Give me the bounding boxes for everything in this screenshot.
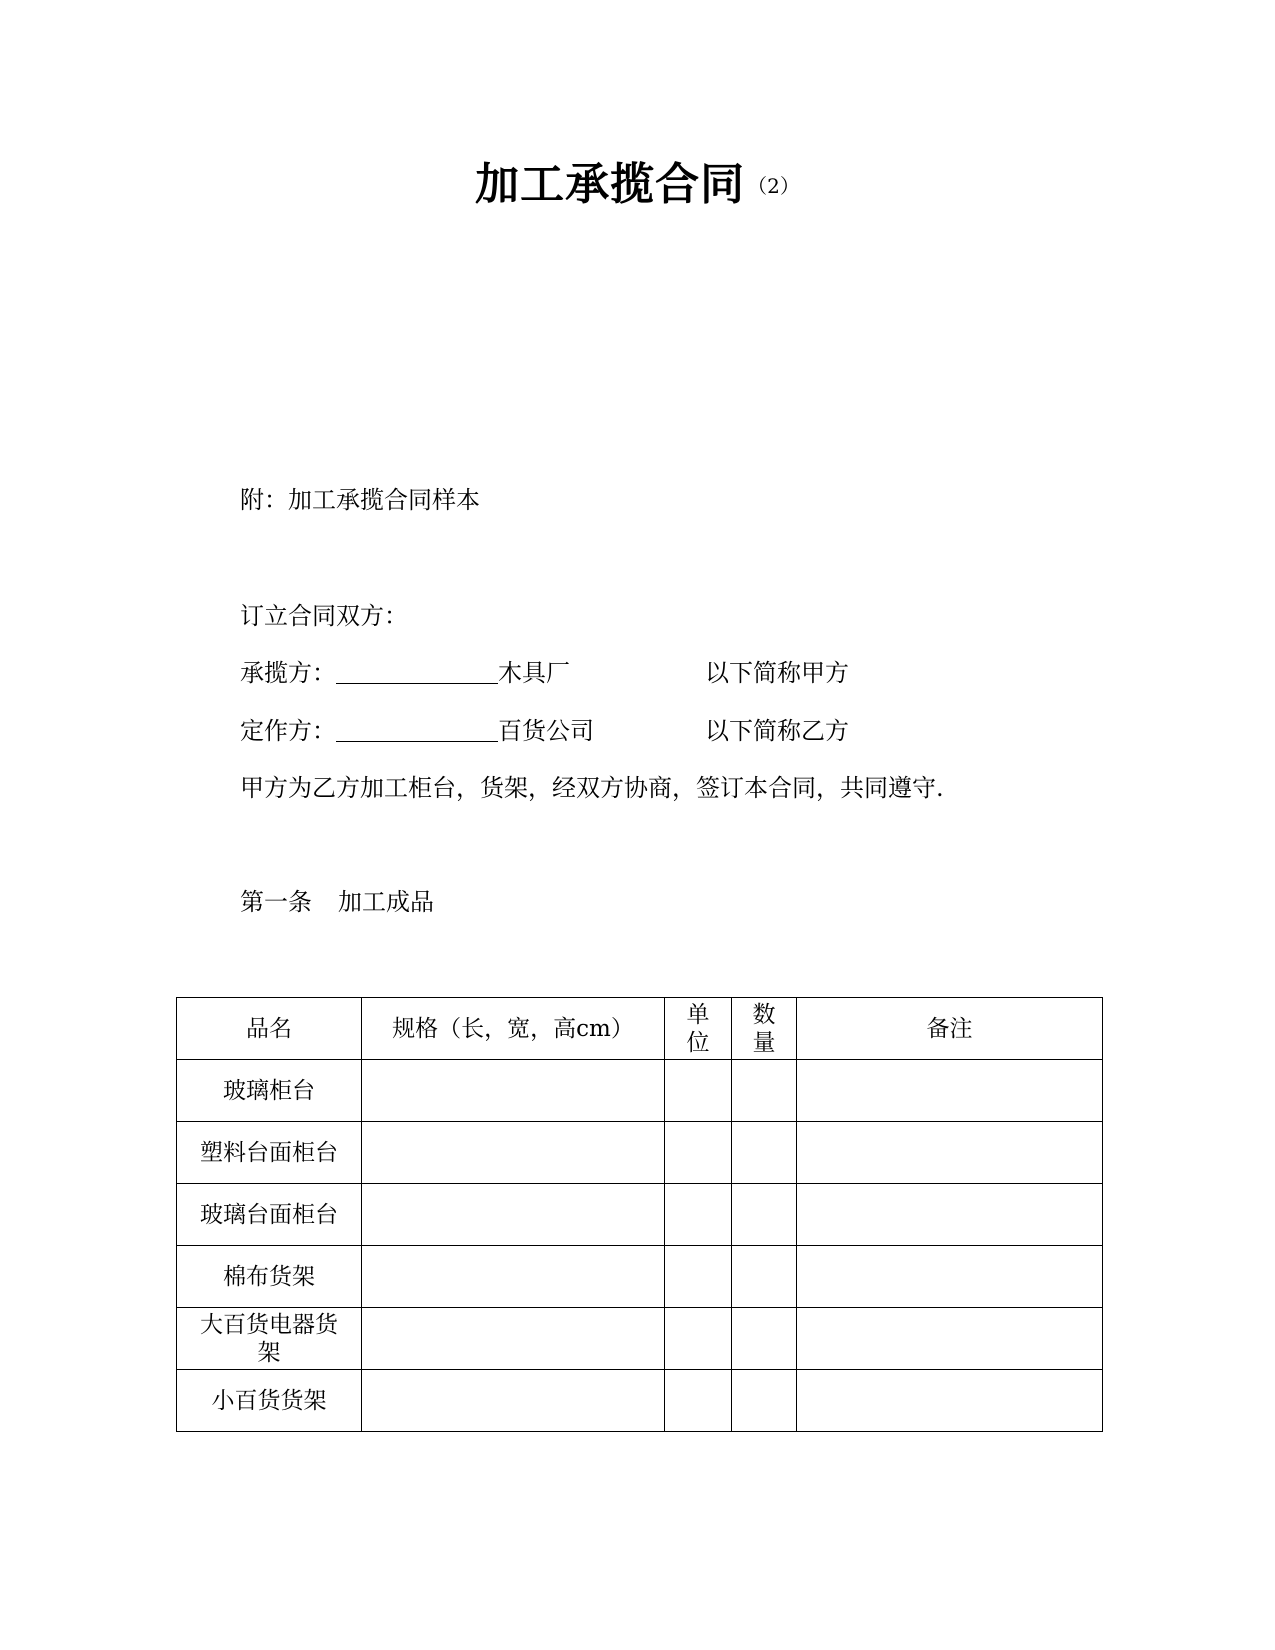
- cell-product-name: 棉布货架: [177, 1246, 362, 1308]
- table-header-row: [177, 998, 1103, 1060]
- cell-remarks: [797, 1184, 1103, 1246]
- header-unit: 单位: [665, 998, 732, 1060]
- cell-spec: [362, 1370, 665, 1432]
- cell-unit: [665, 1122, 732, 1184]
- cell-quantity: [732, 1122, 797, 1184]
- party-a-name: 木具厂: [498, 659, 570, 687]
- parties-heading: 订立合同双方：: [240, 602, 408, 630]
- header-quantity: 数量: [732, 998, 797, 1060]
- cell-unit: [665, 1246, 732, 1308]
- cell-unit: [665, 1060, 732, 1122]
- table-row: [177, 1060, 1103, 1122]
- cell-spec: [362, 1308, 665, 1370]
- appendix-line: 附：加工承揽合同样本: [240, 486, 480, 514]
- cell-remarks: [797, 1246, 1103, 1308]
- intro-paragraph: 甲方为乙方加工柜台，货架，经双方协商，签订本合同，共同遵守.: [240, 774, 944, 802]
- party-b-name: 百货公司: [498, 717, 594, 745]
- party-a-alias: 以下简称甲方: [705, 659, 849, 687]
- cell-remarks: [797, 1370, 1103, 1432]
- table-row: [177, 1370, 1103, 1432]
- article-1-title: 加工成品: [338, 888, 434, 916]
- party-b-label: 定作方：: [240, 717, 336, 745]
- party-b-blank: [336, 717, 498, 742]
- header-remarks: 备注: [797, 998, 1103, 1060]
- cell-quantity: [732, 1308, 797, 1370]
- header-spec: 规格（长，宽，高cm）: [362, 998, 665, 1060]
- party-a-blank: [336, 659, 498, 684]
- cell-product-name: 小百货货架: [177, 1370, 362, 1432]
- cell-spec: [362, 1060, 665, 1122]
- table-row: [177, 1122, 1103, 1184]
- article-1-number: 第一条: [240, 888, 312, 916]
- table-row: [177, 1184, 1103, 1246]
- document-title: [0, 148, 1275, 212]
- cell-spec: [362, 1184, 665, 1246]
- cell-unit: [665, 1308, 732, 1370]
- table-row: [177, 1308, 1103, 1370]
- cell-product-name: 大百货电器货架: [177, 1308, 362, 1370]
- cell-quantity: [732, 1060, 797, 1122]
- title-main: 加工承揽合同: [475, 159, 746, 210]
- cell-quantity: [732, 1246, 797, 1308]
- cell-product-name: 玻璃柜台: [177, 1060, 362, 1122]
- products-table: [176, 997, 1103, 1432]
- cell-unit: [665, 1184, 732, 1246]
- cell-product-name: 玻璃台面柜台: [177, 1184, 362, 1246]
- cell-product-name: 塑料台面柜台: [177, 1122, 362, 1184]
- title-suffix: （2）: [747, 174, 800, 198]
- cell-spec: [362, 1122, 665, 1184]
- article-1-heading: [240, 886, 434, 918]
- cell-spec: [362, 1246, 665, 1308]
- party-a-line: [240, 657, 570, 689]
- cell-quantity: [732, 1370, 797, 1432]
- party-b-alias: 以下简称乙方: [705, 717, 849, 745]
- header-name: 品名: [177, 998, 362, 1060]
- party-a-label: 承揽方：: [240, 659, 336, 687]
- cell-unit: [665, 1370, 732, 1432]
- cell-remarks: [797, 1060, 1103, 1122]
- cell-quantity: [732, 1184, 797, 1246]
- cell-remarks: [797, 1122, 1103, 1184]
- table-row: [177, 1246, 1103, 1308]
- cell-remarks: [797, 1308, 1103, 1370]
- party-b-line: [240, 715, 594, 747]
